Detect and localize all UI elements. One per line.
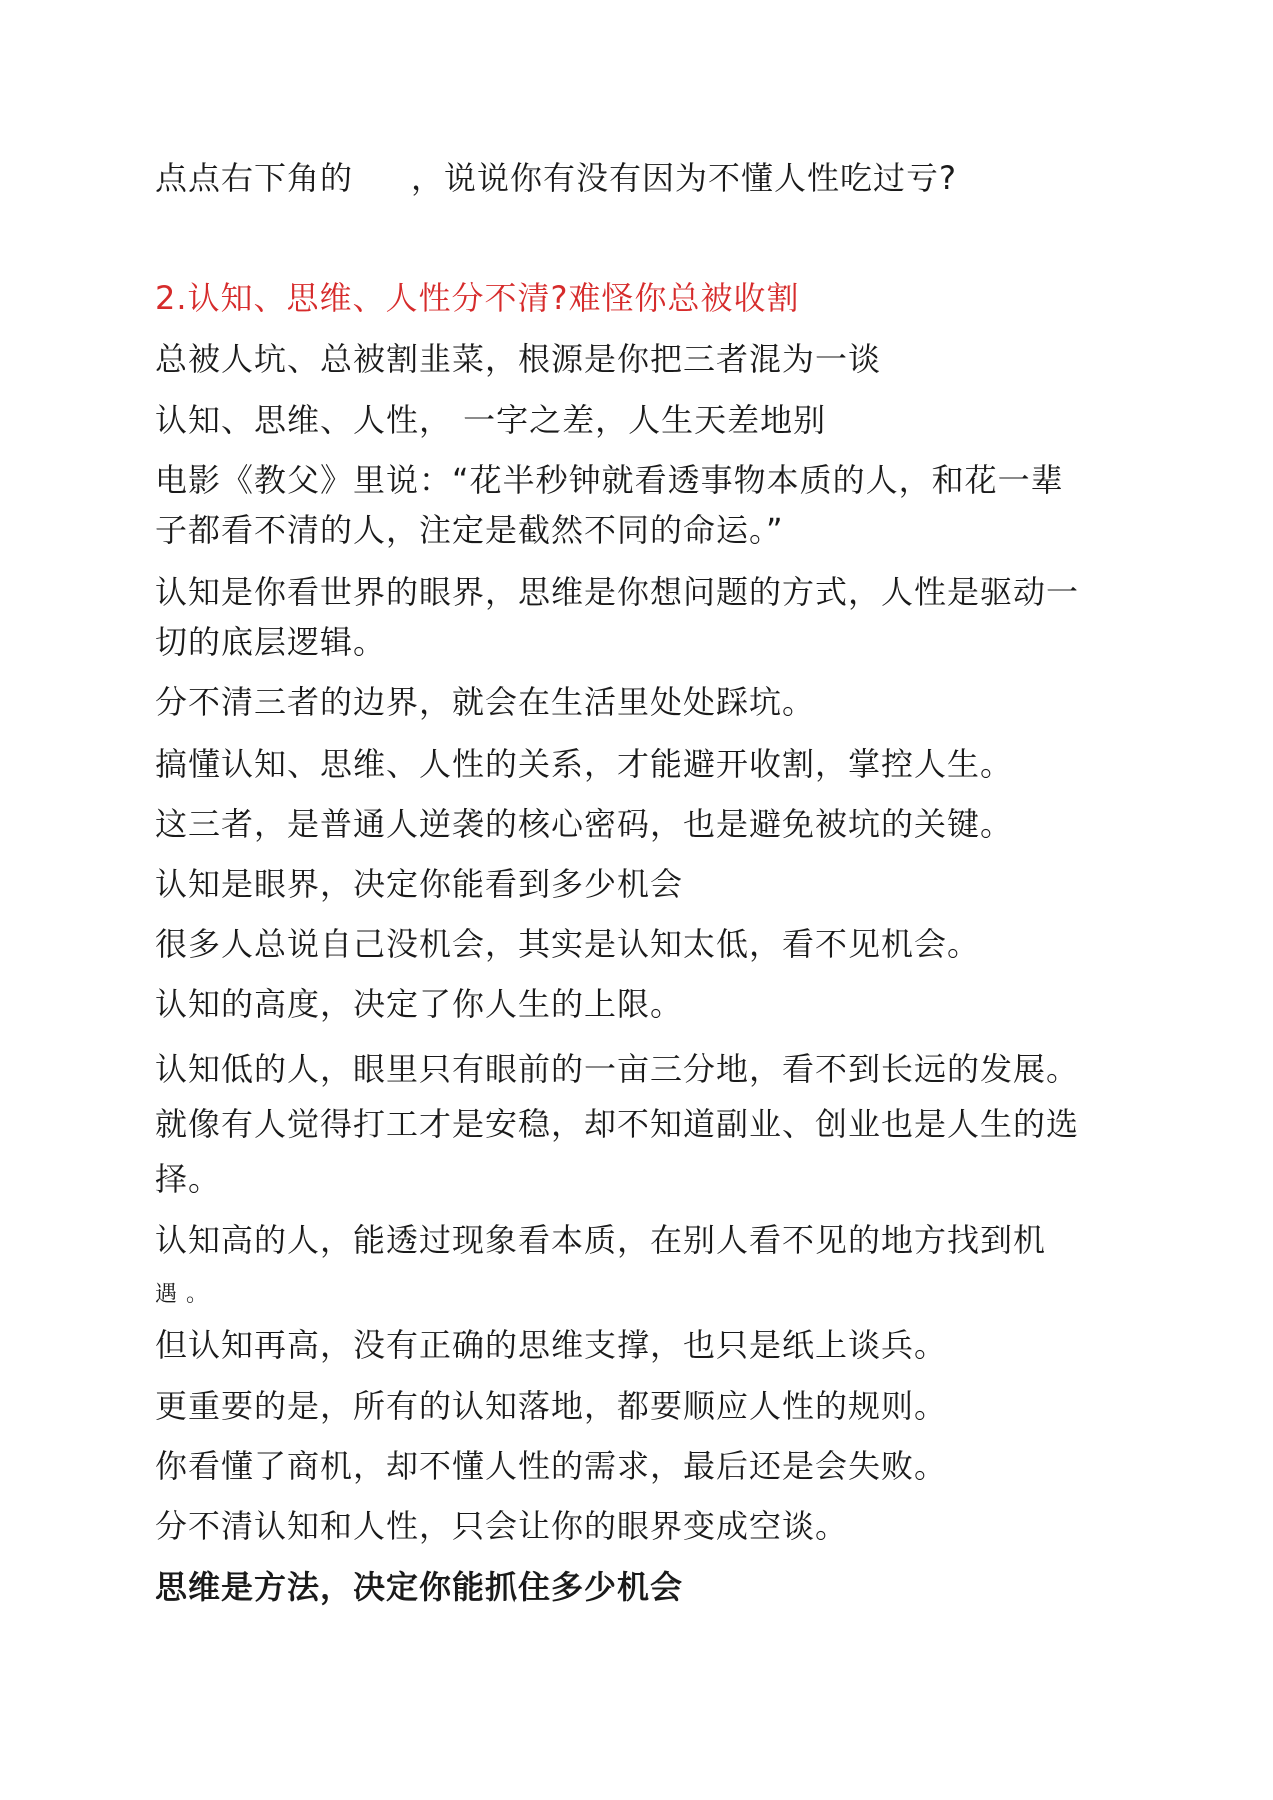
text-line: 更重要的是，所有的认知落地，都要顺应人性的规则。 (155, 1387, 948, 1425)
text-line: 认知低的人，眼里只有眼前的一亩三分地，看不到长远的发展。 (155, 1050, 1080, 1088)
text-line: 认知是你看世界的眼界，思维是你想问题的方式，人性是驱动一 (155, 573, 1080, 611)
text-line: 认知是眼界，决定你能看到多少机会 (155, 865, 684, 903)
text-line: 你看懂了商机，却不懂人性的需求，最后还是会失败。 (155, 1447, 948, 1485)
text-line: 很多人总说自己没机会，其实是认知太低，看不见机会。 (155, 925, 981, 963)
intro-before: 点点右下角的 (155, 159, 354, 197)
intro-after: ，说说你有没有因为不懂人性吃过亏? (411, 159, 958, 197)
intro-line (155, 158, 957, 198)
text-line: 分不清三者的边界，就会在生活里处处踩坑。 (155, 683, 816, 721)
text-line: 分不清认知和人性，只会让你的眼界变成空谈。 (155, 1507, 849, 1545)
text-line: 遇 。 (155, 1282, 209, 1307)
text-line: 认知的高度，决定了你人生的上限。 (155, 985, 684, 1023)
text-line: 就像有人觉得打工才是安稳，却不知道副业、创业也是人生的选 (155, 1105, 1080, 1143)
text-line: 择。 (155, 1160, 222, 1198)
text-line: 子都看不清的人，注定是截然不同的命运。” (155, 511, 784, 549)
text-line: 这三者，是普通人逆袭的核心密码，也是避免被坑的关键。 (155, 805, 1014, 843)
text-line: 但认知再高，没有正确的思维支撑，也只是纸上谈兵。 (155, 1326, 948, 1364)
text-line: 切的底层逻辑。 (155, 623, 387, 661)
subsection-heading: 思维是方法，决定你能抓住多少机会 (155, 1568, 684, 1606)
section-heading: 2.认知、思维、人性分不清?难怪你总被收割 (155, 279, 800, 317)
text-line: 总被人坑、总被割韭菜，根源是你把三者混为一谈 (155, 340, 882, 378)
text-line: 认知高的人，能透过现象看本质，在别人看不见的地方找到机 (155, 1221, 1047, 1259)
text-line: 电影《教父》里说：“花半秒钟就看透事物本质的人，和花一辈 (155, 461, 1064, 499)
text-line: 认知、思维、人性， 一字之差，人生天差地别 (155, 401, 827, 439)
text-line: 搞懂认知、思维、人性的关系，才能避开收割，掌控人生。 (155, 745, 1014, 783)
